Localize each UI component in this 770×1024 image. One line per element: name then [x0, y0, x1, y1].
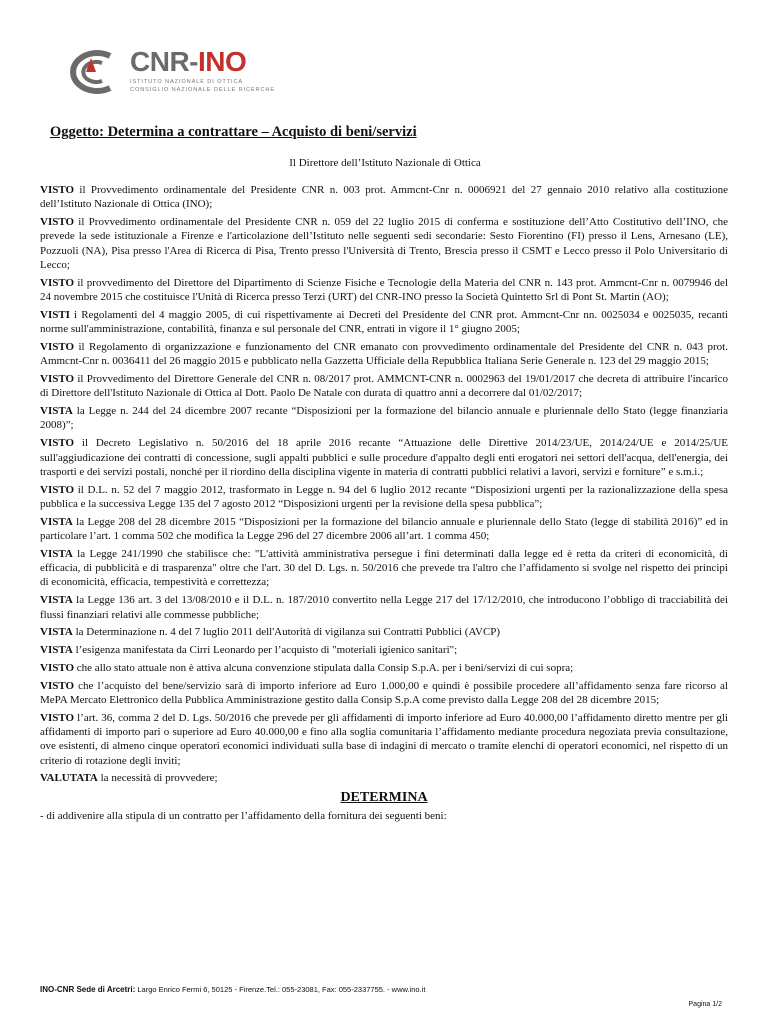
paragraph: [40, 643, 728, 657]
director-line: Il Direttore dell’Istituto Nazionale di Ottica: [289, 157, 481, 169]
paragraph-text: la Determinazione n. 4 del 7 luglio 2011 dell'Autorità di vigilanza sui Contratti Pubblici (AVCP): [72, 626, 501, 639]
logo-subtitle-cnr: CONSIGLIO NAZIONALE DELLE RICERCHE: [130, 87, 275, 93]
paragraph-lead: VISTA: [40, 405, 73, 418]
document-subject: Oggetto: Determina a contrattare – Acquisto di beni/servizi: [50, 124, 417, 140]
paragraph-lead: VISTA: [40, 515, 73, 528]
paragraph-lead: VISTO: [40, 437, 75, 450]
paragraph-lead: VISTO: [40, 661, 75, 674]
paragraph-lead: VISTO: [40, 184, 75, 196]
determina-heading: DETERMINA: [340, 790, 428, 806]
paragraph: [40, 679, 728, 708]
paragraph-text: il Decreto Legislativo n. 50/2016 del 18 aprile 2016 recante “Attuazione delle Direttive 2014/23/UE, 2014/24/UE e 2014/25/UE sull'aggiudicazione dei contratti di concessione, sugli appalti pubblici e sulle procedure d'appalto degli enti erogatori nei settori dell'acqua, dell'energia, dei trasporti e dei servizi postali, nonché per il riordino della disciplina vigente in materia di contratti pubblici relativi a lavori, servizi e forniture” e s.m.i.;: [40, 437, 728, 478]
paragraph: [40, 661, 728, 675]
paragraph-text: il provvedimento del Direttore del Dipartimento di Scienze Fisiche e Tecnologie della Materia del CNR n. 143 prot. Ammcnt-Cnr n. 0079946 del 24 novembre 2015 che costituisce l'Unità di Ricerca presso Terzi (URT) del CNR-INO presso la Società Quintetto Srl di Pont St. Martin (AO);: [40, 276, 728, 304]
paragraph-text: che l’acquisto del bene/servizio sarà di importo inferiore ad Euro 1.000,00 e quindi è possibile procedere all’affidamento senza fare ricorso al MePA Mercato Elettronico della Pubblica Amministrazione gestito dalla Consip S.p.A come previsto dalla Legge 208 del 28 dicembre 2015;: [40, 679, 728, 706]
paragraph-text: la Legge 208 del 28 dicembre 2015 “Disposizioni per la formazione del bilancio annuale e pluriennale dello Stato (legge di stabilità 2016)” ed in particolare l’art. 1 comma 502 che modifica la Legge 296 del 27 dicembre 2006 all’art. 1 comma 450;: [40, 515, 728, 543]
footer-address: [40, 985, 425, 994]
paragraph-text: il Regolamento di organizzazione e funzionamento del CNR emanato con provvedimento ordinamentale del Presidente del CNR n. 043 prot. Ammcnt-Cnr n. 0036411 del 26 maggio 2015 e pubblicato nella Gazzetta Ufficiale della Repubblica Italiana Serie Generale n. 123 del 29 maggio 2015;: [40, 340, 728, 368]
paragraph-text: i Regolamenti del 4 maggio 2005, di cui rispettivamente ai Decreti del Presidente del CNR prot. Ammcnt-Cnr nn. 0025034 e 0025035, recanti norme sull'amministrazione, contabilità, finanza e sul personale del CNR, entrati in vigore il 1° giugno 2005;: [40, 308, 728, 336]
paragraph-text: il Provvedimento ordinamentale del Presidente CNR n. 003 prot. Ammcnt-Cnr n. 0006921 del 27 gennaio 2010 relativo alla costituzione dell’Istituto Nazionale di Ottica (INO);: [40, 184, 728, 211]
document-body: [40, 183, 728, 827]
paragraph-lead: VALUTATA: [40, 772, 98, 785]
footer-address-text: Largo Enrico Fermi 6, 50125 - Firenze.Tel.: 055-23081, Fax: 055-2337755. - www.ino.it: [135, 985, 426, 994]
paragraph: [40, 771, 728, 785]
paragraph: [40, 436, 728, 479]
paragraph-lead: VISTO: [40, 711, 75, 724]
paragraph-text: l’esigenza manifestata da Cirri Leonardo per l’acquisto di "moteriali igienico sanitari";: [72, 644, 458, 657]
paragraph-lead: VISTO: [40, 340, 75, 353]
final-line: - di addivenire alla stipula di un contratto per l’affidamento della fornitura dei seguenti beni:: [40, 810, 447, 823]
paragraph-text: la necessità di provvedere;: [97, 772, 218, 785]
paragraph-lead: VISTO: [40, 679, 75, 692]
paragraph-lead: VISTO: [40, 483, 75, 496]
page-number: Pagina 1/2: [688, 1001, 722, 1008]
paragraph: [40, 340, 728, 369]
paragraph: [40, 404, 728, 433]
paragraph: [40, 625, 728, 639]
paragraph-list: [40, 183, 728, 786]
paragraph: [40, 483, 728, 512]
paragraph-text: il D.L. n. 52 del 7 maggio 2012, trasformato in Legge n. 94 del 6 luglio 2012 recante “Disposizioni urgenti per la razionalizzazione della spesa pubblica e la successiva Legge 135 del 7 agosto 2012 “Disposizioni urgenti per la revisione della spesa pubblica”;: [40, 483, 728, 510]
paragraph: [40, 183, 728, 212]
paragraph: [40, 711, 728, 768]
paragraph-lead: VISTO: [40, 276, 75, 289]
logo-subtitle-institute: ISTITUTO NAZIONALE DI OTTICA: [130, 79, 244, 85]
paragraph: [40, 276, 728, 305]
paragraph-text: la Legge n. 244 del 24 dicembre 2007 recante “Disposizioni per la formazione del bilancio annuale e pluriennale dello Stato (legge finanziaria 2008)”;: [40, 405, 728, 432]
paragraph-lead: VISTO: [40, 373, 75, 386]
paragraph-text: l’art. 36, comma 2 del D. Lgs. 50/2016 che prevede per gli affidamenti di importo inferiore ad Euro 40.000,00 l’affidamento diretto mentre per gli affidamenti di importo pari o superiore ad Euro 40.000,00 e fino alla soglia comunitaria l’affidamento mediante procedura negoziata previa consultazione, ove esistenti, di almeno cinque operatori economici individuati sulla base di indagini di mercato o tramite elenchi di operatori economici, nel rispetto di un criterio di rotazione degli inviti;: [40, 711, 728, 767]
paragraph-lead: VISTI: [40, 308, 70, 321]
paragraph-text: il Provvedimento del Direttore Generale del CNR n. 08/2017 prot. AMMCNT-CNR n. 0002963 del 19/01/2017 che decreta di attribuire l'incarico di Direttore dell'Istituto Nazionale di Ottica al Dott. Paolo De Natale con durata di quattro anni a decorrere dal 01/02/2017;: [40, 373, 728, 400]
paragraph-lead: VISTA: [40, 626, 73, 639]
logo-title: CNR-INO: [130, 46, 247, 77]
paragraph: [40, 547, 728, 590]
paragraph: [40, 308, 728, 337]
paragraph: [40, 515, 728, 544]
paragraph: [40, 372, 728, 401]
paragraph: [40, 593, 728, 622]
paragraph-text: che allo stato attuale non è attiva alcuna convenzione stipulata dalla Consip S.p.A. per i beni/servizi di cui sopra;: [74, 661, 574, 674]
paragraph-text: la Legge 136 art. 3 del 13/08/2010 e il D.L. n. 187/2010 convertito nella Legge 217 del 17/12/2010, che introducono l’obbligo di tracciabilità dei flussi finanziari relativi alle commesse pubbliche;: [40, 594, 728, 621]
paragraph-lead: VISTA: [40, 594, 73, 607]
cnr-logo-mark-icon: [60, 48, 122, 94]
cnr-ino-logo: [60, 48, 300, 98]
paragraph-lead: VISTA: [40, 547, 73, 560]
paragraph-text: il Provvedimento ordinamentale del Presidente CNR n. 059 del 22 luglio 2015 di conferma e sostituzione dell’Atto Costitutivo dell’INO, che prevede la sede istituzionale a Firenze e l'articolazione dell’Istituto nelle seguenti sedi secondarie: Sesto Fiorentino (FI) presso il Lens, Arnesano (LE), Pozzuoli (NA), Pisa presso l'Area di Ricerca di Pisa, Trento presso l'Università di Trento, Brescia presso il CSMT e Lecco presso il Polo Universitario di Lecco;: [40, 216, 728, 271]
paragraph-lead: VISTO: [40, 216, 75, 229]
paragraph: [40, 215, 728, 272]
paragraph-text: la Legge 241/1990 che stabilisce che: "L'attività amministrativa persegue i fini determinati dalla legge ed è retta da criteri di economicità, di efficacia, di pubblicità e di trasparenza" oltre che l'art. 30 del D. Lgs. n. 50/2016 che prevede tra l'altro che l’affidamento si svolge nel rispetto dei principi di economicità, efficacia, tempestività e correttezza;: [40, 547, 728, 589]
footer-label: INO-CNR Sede di Arcetri:: [40, 985, 136, 994]
paragraph-lead: VISTA: [40, 644, 73, 657]
